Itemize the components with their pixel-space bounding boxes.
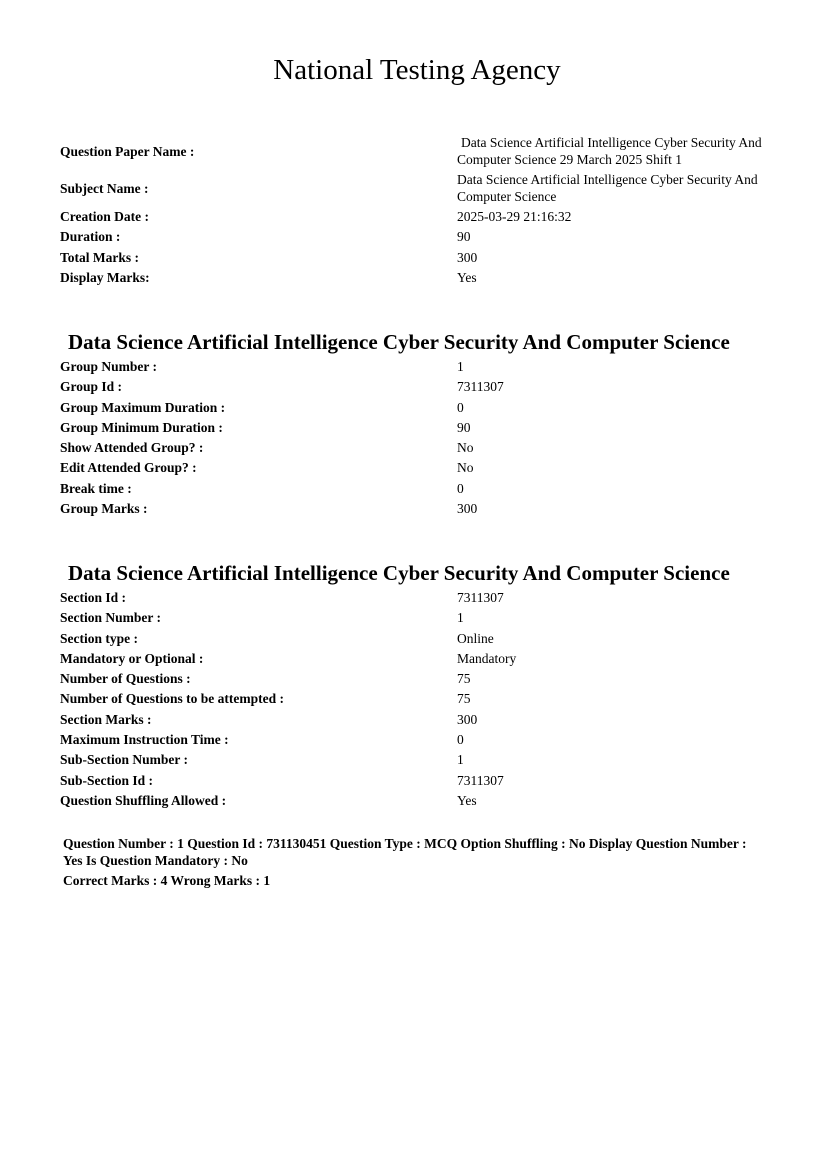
- group-marks-value: 300: [457, 501, 478, 517]
- section-id-label: Section Id :: [60, 590, 127, 605]
- group-min-duration-label: Group Minimum Duration :: [60, 419, 223, 435]
- creation-date-label: Creation Date :: [60, 209, 149, 224]
- sub-section-id-value: 7311307: [457, 772, 504, 788]
- creation-date-value: 2025-03-29 21:16:32: [457, 209, 572, 224]
- question-paper-name-value: Data Science Artificial Intelligence Cyber Security And Computer Science 29 March 2025 Shift 1: [457, 135, 762, 167]
- edit-attended-group-value: No: [457, 460, 474, 476]
- group-row: [60, 357, 780, 377]
- show-attended-group-value: No: [457, 440, 474, 456]
- section-row: [60, 771, 780, 791]
- subject-name-label: Subject Name :: [60, 181, 149, 196]
- question-paper-name-label: Question Paper Name :: [60, 144, 195, 159]
- questions-to-attempt-label: Number of Questions to be attempted :: [60, 691, 284, 707]
- mandatory-optional-label: Mandatory or Optional :: [60, 650, 204, 666]
- section-row: [60, 588, 780, 608]
- display-marks-value: Yes: [457, 269, 477, 285]
- paper-info-table: [60, 133, 780, 288]
- group-table: [60, 357, 780, 519]
- question-meta: [63, 835, 763, 889]
- sub-section-number-value: 1: [457, 752, 464, 768]
- section-row: [60, 669, 780, 689]
- section-id-value: 7311307: [457, 590, 504, 605]
- paper-info-row: [60, 227, 780, 247]
- max-instruction-time-label: Maximum Instruction Time :: [60, 732, 229, 748]
- subject-name-value: Data Science Artificial Intelligence Cyber Security And Computer Science: [457, 172, 758, 204]
- break-time-label: Break time :: [60, 480, 132, 496]
- question-marks-line: Correct Marks : 4 Wrong Marks : 1: [63, 873, 271, 888]
- group-row: [60, 418, 780, 438]
- duration-label: Duration :: [60, 229, 121, 245]
- group-marks-label: Group Marks :: [60, 501, 148, 517]
- group-row: [60, 499, 780, 519]
- group-number-value: 1: [457, 359, 464, 374]
- group-min-duration-value: 90: [457, 419, 471, 435]
- group-row: [60, 398, 780, 418]
- group-max-duration-label: Group Maximum Duration :: [60, 399, 226, 415]
- group-number-label: Group Number :: [60, 359, 158, 374]
- break-time-value: 0: [457, 480, 464, 496]
- section-row: [60, 649, 780, 669]
- sub-section-number-label: Sub-Section Number :: [60, 752, 189, 768]
- question-meta-line: Question Number : 1 Question Id : 731130451 Question Type : MCQ Option Shuffling : No Display Question Number : Yes Is Question Mandatory : No: [63, 836, 747, 868]
- section-row: [60, 689, 780, 709]
- section-row: [60, 791, 780, 811]
- total-marks-label: Total Marks :: [60, 249, 140, 265]
- questions-to-attempt-value: 75: [457, 691, 471, 707]
- section-row: [60, 608, 780, 628]
- mandatory-optional-value: Mandatory: [457, 650, 517, 666]
- max-instruction-time-value: 0: [457, 732, 464, 748]
- group-row: [60, 479, 780, 499]
- display-marks-label: Display Marks:: [60, 269, 150, 285]
- group-row: [60, 377, 780, 397]
- paper-info-row: [60, 133, 780, 170]
- sub-section-id-label: Sub-Section Id :: [60, 772, 154, 788]
- paper-info-row: [60, 170, 780, 207]
- group-heading: Data Science Artificial Intelligence Cyber Security And Computer Science: [68, 330, 730, 354]
- group-row: [60, 438, 780, 458]
- edit-attended-group-label: Edit Attended Group? :: [60, 460, 197, 476]
- section-type-value: Online: [457, 630, 494, 646]
- section-row: [60, 629, 780, 649]
- section-table: [60, 588, 780, 811]
- group-max-duration-value: 0: [457, 399, 464, 415]
- total-marks-value: 300: [457, 249, 478, 265]
- section-heading: Data Science Artificial Intelligence Cyber Security And Computer Science: [68, 561, 730, 585]
- page-title: National Testing Agency: [273, 54, 561, 86]
- paper-info-row: [60, 268, 780, 288]
- group-id-label: Group Id :: [60, 379, 123, 395]
- duration-value: 90: [457, 229, 471, 245]
- number-of-questions-label: Number of Questions :: [60, 671, 191, 687]
- section-number-value: 1: [457, 610, 464, 626]
- group-row: [60, 458, 780, 478]
- paper-info-row: [60, 248, 780, 268]
- section-marks-value: 300: [457, 711, 478, 727]
- section-row: [60, 710, 780, 730]
- show-attended-group-label: Show Attended Group? :: [60, 440, 204, 456]
- paper-info-row: [60, 207, 780, 227]
- group-id-value: 7311307: [457, 379, 504, 395]
- section-row: [60, 750, 780, 770]
- number-of-questions-value: 75: [457, 671, 471, 687]
- section-type-label: Section type :: [60, 630, 138, 646]
- question-shuffling-label: Question Shuffling Allowed :: [60, 792, 227, 808]
- section-marks-label: Section Marks :: [60, 711, 152, 727]
- section-number-label: Section Number :: [60, 610, 161, 626]
- section-row: [60, 730, 780, 750]
- question-shuffling-value: Yes: [457, 792, 477, 808]
